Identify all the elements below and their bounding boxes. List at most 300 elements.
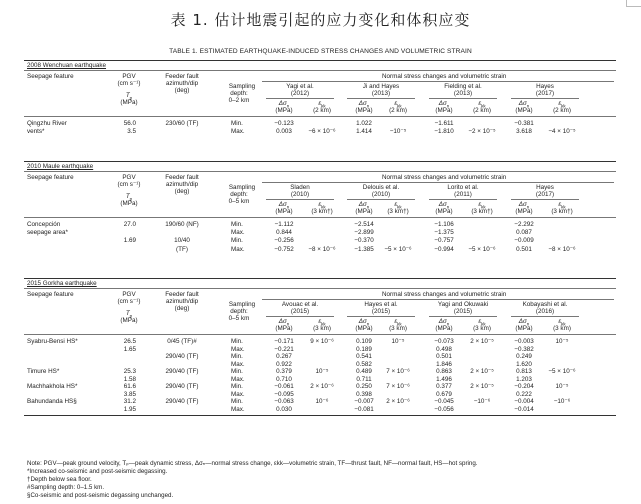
header-depth-range: 0–5 km [228,315,250,322]
row-sampling: Max. [231,390,245,398]
table-rule [266,316,334,317]
table-rule [347,316,415,317]
header-strain-unit: (3 km) [313,325,331,332]
header-delta-sigma-symbol: Δσ [278,100,287,107]
header-tp-subscript: p [129,196,133,202]
model-year: (2015) [453,308,473,315]
model-year: (2013) [371,90,391,97]
header-pgv-unit: (cm s⁻¹) [117,298,141,305]
header-feeder-fault: Feeder fault [165,73,199,80]
row-stress-value: 1.620 [516,360,532,368]
header-delta-sigma-symbol: Δσ [518,100,527,107]
row-stress-value: 0.379 [276,368,292,375]
header-stress-unit: (MPa) [275,107,293,114]
row-stress-value: −0.382 [514,345,534,353]
header-delta-sigma-symbol: Δσ [278,318,287,325]
model-author: Yagi et al. [286,83,314,90]
header-depth-range: 0–5 km [228,198,250,205]
row-pgv: 1.95 [123,405,136,413]
row-stress-value: −0.757 [434,237,454,245]
header-delta-sigma-subscript: n [366,321,370,327]
section-title: 2015 Gorkha earthquake [27,280,97,287]
header-epsilon-subscript: kk [481,103,486,109]
table-rule [24,288,616,289]
row-pgv: 27.0 [123,221,136,228]
row-strain-value: −10⁻⁵ [389,128,407,136]
row-stress-value: −0.056 [434,405,454,413]
row-stress-value: 0.377 [436,383,452,390]
model-year: (2017) [535,90,555,97]
row-stress-value: −0.171 [274,338,294,345]
row-strain-value: 2 × 10⁻⁵ [470,368,494,375]
table-rule [24,161,616,162]
header-strain-unit: (3 km) [389,325,407,332]
header-stress-unit: (MPa) [515,208,533,215]
row-stress-value: 0.249 [516,353,532,360]
row-fault: 290/40 (TF) [165,368,199,375]
row-stress-value: −0.061 [274,383,294,390]
model-year: (2011) [454,191,472,198]
row-sampling: Min. [231,120,243,127]
header-azimuth-dip: azimuth/dip [165,181,199,188]
header-stress-unit: (MPa) [435,208,453,215]
header-tp-subscript: p [129,95,133,101]
row-stress-value: −2.514 [354,221,374,228]
section-title: 2008 Wenchuan earthquake [27,62,107,69]
row-strain-value: 2 × 10⁻⁵ [470,338,494,345]
row-strain-value: 10⁻⁵ [315,368,329,375]
header-delta-sigma-symbol: Δσ [438,201,447,208]
model-year: (2015) [371,308,391,315]
row-stress-value: 0.922 [276,360,292,368]
row-fault: 10/40 [174,237,190,245]
header-normal-stress: Normal stress changes and volumetric strain [382,73,507,80]
header-sampling: Sampling [228,184,256,191]
header-stress-unit: (MPa) [275,325,293,332]
header-seepage-feature: Seepage feature [27,73,74,80]
table-footnote: #Sampling depth: 0–1.5 km. [27,484,105,491]
header-epsilon-symbol: ε [318,100,322,107]
header-delta-sigma-symbol: Δσ [438,318,447,325]
table-rule [24,334,616,335]
header-tp-subscript: p [129,313,133,319]
model-author: Hayes [536,184,554,191]
header-strain-unit: (2 km) [473,107,491,114]
header-epsilon-symbol: ε [394,318,398,325]
header-stress-unit: (MPa) [355,208,373,215]
header-epsilon-subscript: kk [561,103,566,109]
header-delta-sigma-subscript: n [446,103,450,109]
header-delta-sigma-subscript: n [286,321,290,327]
header-tp-unit: (MPa) [120,200,138,207]
header-epsilon-subscript: kk [397,204,402,210]
row-stress-value: 1.846 [436,360,452,368]
table-rule [266,199,334,200]
row-fault: 230/60 (TF) [165,120,199,127]
header-epsilon-subscript: kk [481,321,486,327]
header-epsilon-subscript: kk [397,103,402,109]
row-stress-value: 0.679 [436,390,452,398]
header-pgv: PGV [122,291,136,298]
model-author: Kobayashi et al. [522,301,568,308]
page-corner-mark [626,0,641,7]
header-depth: depth: [230,90,248,97]
header-delta-sigma-symbol: Δσ [358,100,367,107]
row-sampling: Min. [231,221,243,228]
row-stress-value: −0.007 [354,398,374,405]
header-normal-stress: Normal stress changes and volumetric strain [382,291,507,298]
header-epsilon-symbol: ε [558,318,562,325]
row-strain-value: −5 × 10⁻⁶ [548,368,576,375]
header-stress-unit: (MPa) [355,107,373,114]
header-delta-sigma-subscript: n [526,103,530,109]
row-strain-value: −10⁻⁶ [553,398,571,405]
table-rule [511,199,579,200]
header-deg: (deg) [174,188,190,195]
table-rule [24,70,616,71]
row-stress-value: −0.014 [514,405,534,413]
row-fault: 290/40 (TF) [165,353,199,360]
model-year: (2017) [535,191,555,198]
row-stress-value: 0.498 [436,345,452,353]
row-stress-value: −0.221 [274,345,294,353]
row-pgv: 3.85 [123,390,136,398]
header-tp-unit: (MPa) [120,317,138,324]
row-fault: 290/40 (TF) [165,398,199,405]
row-stress-value: 0.087 [516,229,532,237]
section-title: 2010 Maule earthquake [27,163,94,170]
row-strain-value: 2 × 10⁻⁶ [386,398,410,405]
header-epsilon-subscript: kk [397,321,402,327]
header-delta-sigma-subscript: n [446,204,450,210]
table-footnote: *Increased co-seismic and post-seismic degassing. [27,468,168,475]
row-strain-value: 7 × 10⁻⁶ [386,383,410,390]
header-strain-unit: (3 km) [553,325,571,332]
row-pgv: 61.6 [123,383,136,390]
row-stress-value: −0.123 [274,120,294,127]
header-epsilon-subscript: kk [561,204,566,210]
row-stress-value: −0.081 [354,405,374,413]
row-fault: 290/40 (TF) [165,383,199,390]
row-stress-value: 0.844 [276,229,292,237]
model-year: (2012) [290,90,310,97]
row-stress-value: 0.003 [276,128,292,136]
header-epsilon-symbol: ε [478,318,482,325]
row-sampling: Min. [231,383,243,390]
header-stress-unit: (MPa) [275,208,293,215]
header-epsilon-symbol: ε [478,100,482,107]
header-strain-unit: (3 km†) [551,208,573,215]
row-stress-value: −0.994 [434,245,454,253]
row-strain-value: 10⁻⁶ [315,398,329,405]
header-strain-unit: (2 km) [389,107,407,114]
row-stress-value: 0.501 [436,353,452,360]
row-stress-value: 0.541 [356,353,372,360]
row-stress-value: 1.414 [356,128,372,136]
row-stress-value: 1.203 [516,375,532,383]
table-rule [429,98,497,99]
table-rule [24,60,616,61]
row-stress-value: 0.863 [436,368,452,375]
model-author: Ji and Hayes [362,83,400,90]
row-strain-value: 10⁻⁵ [391,338,405,345]
row-stress-value: −0.003 [514,338,534,345]
header-azimuth-dip: azimuth/dip [165,80,199,87]
row-pgv: 1.69 [123,237,136,245]
row-strain-value: 10⁻⁵ [555,338,569,345]
model-author: Delouis et al. [362,184,400,191]
row-pgv: 31.2 [123,398,136,405]
row-stress-value: 0.398 [356,390,372,398]
row-sampling: Max. [231,245,245,253]
header-epsilon-subscript: kk [321,204,326,210]
table-rule [429,199,497,200]
table-rule [24,171,616,172]
row-stress-value: 0.109 [356,338,372,345]
row-stress-value: 0.489 [356,368,372,375]
header-strain-unit: (3 km†) [387,208,409,215]
header-epsilon-symbol: ε [318,201,322,208]
header-stress-unit: (MPa) [515,107,533,114]
row-pgv: 1.65 [123,345,136,353]
row-strain-value: 7 × 10⁻⁶ [386,368,410,375]
header-delta-sigma-symbol: Δσ [358,201,367,208]
row-sampling: Max. [231,375,245,383]
header-feeder-fault: Feeder fault [165,174,199,181]
header-epsilon-symbol: ε [558,100,562,107]
table-rule [429,316,497,317]
row-stress-value: −1.112 [274,221,294,228]
row-sampling: Min. [231,398,243,405]
row-stress-value: −2.899 [354,229,374,237]
header-epsilon-symbol: ε [478,201,482,208]
row-stress-value: −1.810 [434,128,454,136]
row-sampling: Min. [231,368,243,375]
table-rule [24,116,616,117]
row-strain-value: −2 × 10⁻⁵ [468,128,496,136]
row-fault: 190/60 (NF) [165,221,199,228]
header-epsilon-symbol: ε [318,318,322,325]
header-tp-symbol: T [125,193,130,200]
table-rule [24,217,616,218]
row-feature: Qingzhu River [27,120,67,127]
table-title: TABLE 1. ESTIMATED EARTHQUAKE-INDUCED STRESS CHANGES AND VOLUMETRIC STRAIN [169,48,472,55]
header-delta-sigma-subscript: n [526,204,530,210]
header-delta-sigma-symbol: Δσ [518,318,527,325]
model-author: Hayes [536,83,554,90]
row-strain-value: −8 × 10⁻⁶ [548,245,576,253]
row-stress-value: 0.813 [516,368,532,375]
header-seepage-feature: Seepage feature [27,174,74,181]
header-stress-unit: (MPa) [355,325,373,332]
table-footnote: §Co-seismic and post-seismic degassing unchanged. [27,492,174,499]
row-strain-value: 2 × 10⁻⁶ [310,383,334,390]
row-sampling: Max. [231,405,245,413]
table-rule [262,81,614,82]
model-year: (2010) [371,191,391,198]
model-author: Lorito et al. [447,184,479,191]
row-stress-value: −0.256 [274,237,294,245]
header-delta-sigma-symbol: Δσ [438,100,447,107]
header-epsilon-subscript: kk [321,321,326,327]
header-tp-unit: (MPa) [120,99,138,106]
header-delta-sigma-subscript: n [366,204,370,210]
row-pgv: 3.5 [127,128,136,136]
header-sampling: Sampling [228,83,256,90]
row-strain-value: −4 × 10⁻⁵ [548,128,576,136]
row-feature: Timure HS* [27,368,60,375]
row-pgv: 26.5 [123,338,136,345]
row-stress-value: 0.582 [356,360,372,368]
header-delta-sigma-subscript: n [366,103,370,109]
row-stress-value: −0.752 [274,245,294,253]
header-delta-sigma-symbol: Δσ [358,318,367,325]
row-sampling: Min. [231,353,243,360]
table-rule [262,182,614,183]
header-epsilon-symbol: ε [394,201,398,208]
row-strain-value: −6 × 10⁻⁶ [308,128,336,136]
header-tp-symbol: T [125,92,130,99]
model-author: Avouac et al. [281,301,319,308]
table-rule [24,278,616,279]
table-note: Note: PGV—peak ground velocity, Tₚ—peak dynamic stress, Δσₙ—normal stress change, εkk—volumetric strain, TF—thrust fault, NF—normal fault, HS—hot spring. [27,460,478,467]
header-delta-sigma-symbol: Δσ [278,201,287,208]
header-deg: (deg) [174,305,190,312]
row-stress-value: −2.292 [514,221,534,228]
header-epsilon-symbol: ε [558,201,562,208]
header-seepage-feature: Seepage feature [27,291,74,298]
row-stress-value: 0.710 [276,375,292,383]
header-epsilon-subscript: kk [321,103,326,109]
header-delta-sigma-symbol: Δσ [518,201,527,208]
row-stress-value: −1.375 [434,229,454,237]
row-sampling: Max. [231,360,245,368]
row-sampling: Max. [231,128,245,136]
row-stress-value: 1.496 [436,375,452,383]
header-strain-unit: (3 km†) [471,208,493,215]
row-strain-value: 9 × 10⁻⁶ [310,338,334,345]
header-depth-range: 0–2 km [228,97,250,104]
header-strain-unit: (3 km) [473,325,491,332]
row-sampling: Min. [231,338,243,345]
header-delta-sigma-subscript: n [286,204,290,210]
row-strain-value: 10⁻⁵ [555,383,569,390]
table-footnote: †Depth below sea floor. [27,476,92,483]
row-stress-value: 0.189 [356,345,372,353]
table-rule [347,199,415,200]
row-pgv: 56.0 [123,120,136,127]
row-stress-value: 1.022 [356,120,372,127]
header-stress-unit: (MPa) [435,325,453,332]
row-stress-value: −1.385 [354,245,374,253]
row-strain-value: −10⁻⁶ [473,398,491,405]
header-strain-unit: (3 km†) [311,208,333,215]
table-rule [266,98,334,99]
row-stress-value: −0.004 [514,398,534,405]
header-azimuth-dip: azimuth/dip [165,298,199,305]
header-depth: depth: [230,308,248,315]
header-strain-unit: (2 km) [553,107,571,114]
model-author: Hayes et al. [364,301,398,308]
header-depth: depth: [230,191,248,198]
row-strain-value: 2 × 10⁻⁵ [470,383,494,390]
header-sampling: Sampling [228,301,256,308]
header-delta-sigma-subscript: n [526,321,530,327]
header-epsilon-symbol: ε [394,100,398,107]
row-fault: (TF) [176,245,188,253]
model-year: (2013) [453,90,473,97]
row-strain-value: −8 × 10⁻⁶ [308,245,336,253]
row-stress-value: −0.009 [514,237,534,245]
header-pgv-unit: (cm s⁻¹) [117,181,141,188]
row-stress-value: 0.267 [276,353,292,360]
row-feature: vents* [27,128,45,136]
row-sampling: Max. [231,229,245,237]
header-tp-symbol: T [125,310,130,317]
row-feature: Syabru-Bensi HS* [27,338,78,345]
row-strain-value: −5 × 10⁻⁶ [384,245,412,253]
header-epsilon-subscript: kk [481,204,486,210]
header-epsilon-subscript: kk [561,321,566,327]
row-stress-value: 0.250 [356,383,372,390]
table-rule [262,299,614,300]
row-pgv: 1.58 [123,375,136,383]
row-stress-value: 0.222 [516,390,532,398]
row-feature: Bahundanda HS§ [27,398,77,405]
row-feature: Concepción [27,221,61,228]
row-stress-value: 0.030 [276,405,292,413]
row-pgv: 25.3 [123,368,136,375]
row-feature: Machhakhola HS* [27,383,78,390]
model-author: Yagi and Okuwaki [437,301,489,308]
row-stress-value: −1.106 [434,221,454,228]
table-rule [24,415,616,416]
header-stress-unit: (MPa) [435,107,453,114]
row-stress-value: 0.711 [356,375,372,383]
header-stress-unit: (MPa) [515,325,533,332]
header-strain-unit: (2 km) [313,107,331,114]
model-year: (2015) [290,308,310,315]
row-strain-value: −5 × 10⁻⁶ [468,245,496,253]
row-stress-value: −0.370 [354,237,374,245]
chinese-title: 表 1. 估计地震引起的应力变化和体积应变 [170,11,471,29]
table-rule [511,316,579,317]
row-stress-value: −0.073 [434,338,454,345]
header-pgv-unit: (cm s⁻¹) [117,80,141,87]
row-stress-value: −0.204 [514,383,534,390]
row-stress-value: −0.045 [434,398,454,405]
row-sampling: Min. [231,237,243,245]
row-fault: 0/45 (TF)# [167,338,197,345]
header-feeder-fault: Feeder fault [165,291,199,298]
header-pgv: PGV [122,73,136,80]
row-stress-value: −0.381 [514,120,534,127]
table-rule [511,98,579,99]
row-stress-value: −1.611 [434,120,454,127]
row-stress-value: −0.095 [274,390,294,398]
model-year: (2016) [535,308,555,315]
model-author: Fielding et al. [444,83,482,90]
header-delta-sigma-subscript: n [446,321,450,327]
header-normal-stress: Normal stress changes and volumetric strain [382,174,507,181]
model-author: Sladen [290,184,310,191]
row-sampling: Max. [231,345,245,353]
header-delta-sigma-subscript: n [286,103,290,109]
row-feature: seepage area* [27,229,68,237]
header-deg: (deg) [174,87,190,94]
header-pgv: PGV [122,174,136,181]
row-stress-value: 0.501 [516,245,532,253]
